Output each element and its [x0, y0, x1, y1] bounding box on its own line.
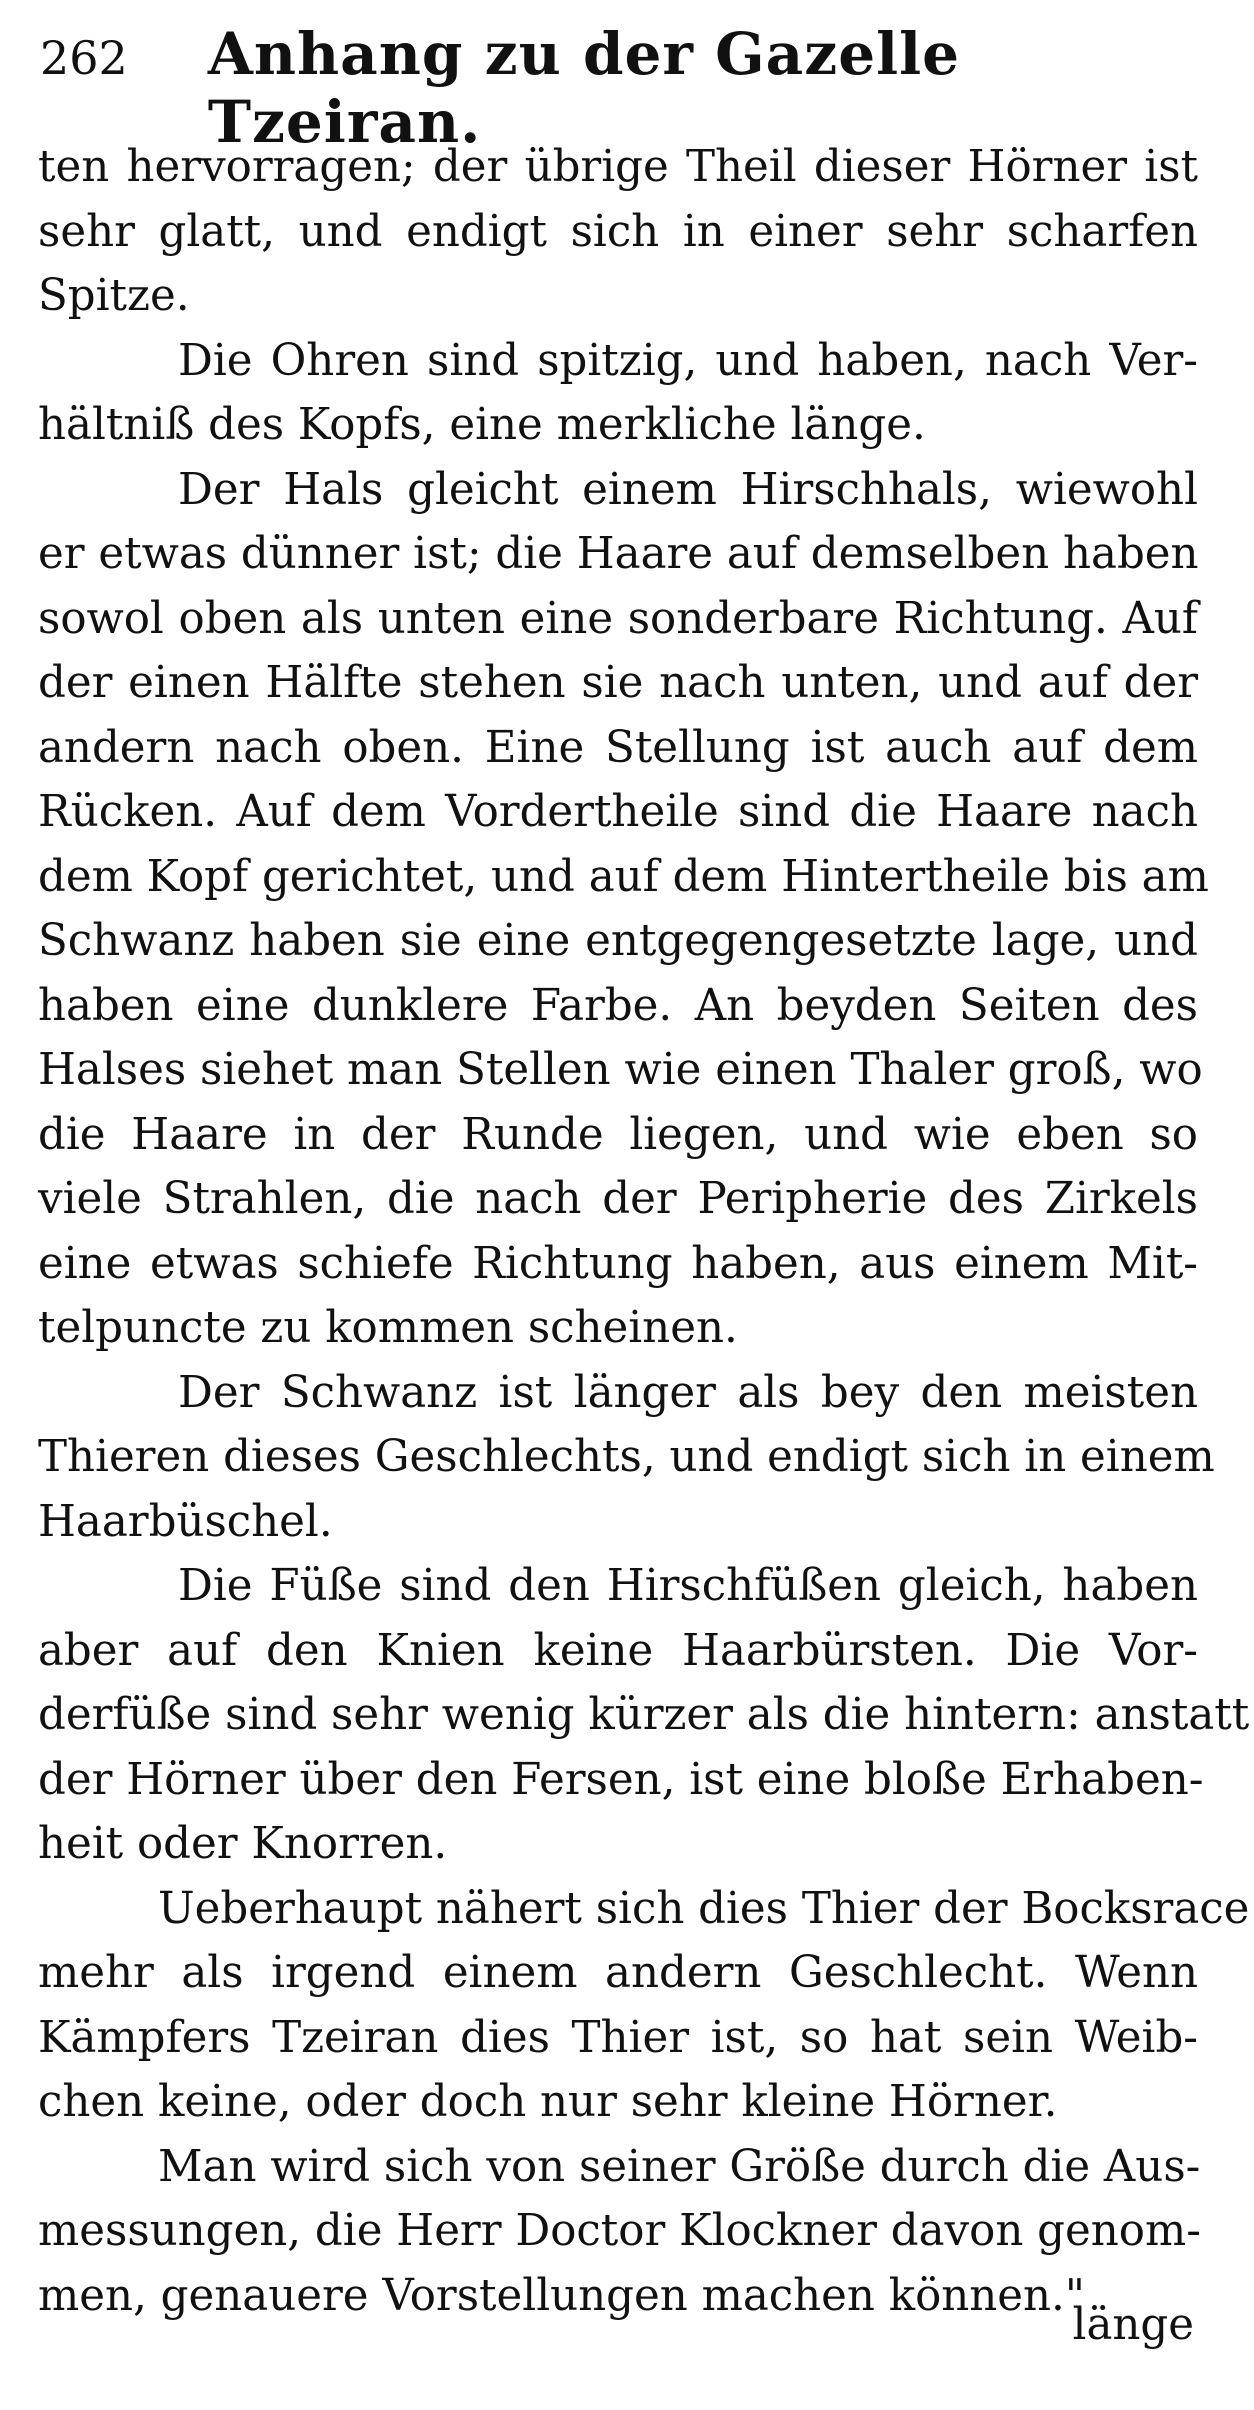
text-line: chen keine, oder doch nur sehr kleine Hörner. — [38, 2077, 1058, 2127]
page-header — [40, 20, 1194, 156]
text-line: Die Ohren sind spitzig, und haben, nach Ver- — [178, 335, 1198, 386]
body-text — [38, 135, 1250, 2328]
text-line: er etwas dünner ist; die Haare auf demselben haben — [38, 529, 1199, 579]
text-line: Man wird sich von seiner Größe durch die Aus- — [158, 2141, 1201, 2192]
page-number: 262 — [40, 31, 128, 85]
text-line: die Haare in der Runde liegen, und wie eben so — [38, 1109, 1198, 1160]
text-line: der einen Hälfte stehen sie nach unten, und auf der — [38, 658, 1198, 708]
text-line: messungen, die Herr Doctor Klockner davon genom- — [38, 2206, 1201, 2256]
text-line: sehr glatt, und endigt sich in einer sehr scharfen — [38, 206, 1198, 257]
text-line: Halses siehet man Stellen wie einen Thaler groß, wo — [38, 1045, 1203, 1095]
text-line: eine etwas schiefe Richtung haben, aus einem Mit- — [38, 1238, 1198, 1289]
text-line: andern nach oben. Eine Stellung ist auch auf dem — [38, 722, 1198, 773]
text-line: haben eine dunklere Farbe. An beyden Seiten des — [38, 980, 1198, 1031]
text-line: der Hörner über den Fersen, ist eine bloße Erhaben- — [38, 1754, 1204, 1805]
text-line: men, genauere Vorstellungen machen können." — [38, 2270, 1085, 2321]
text-line: derfüße sind sehr wenig kürzer als die hintern: anstatt — [38, 1690, 1250, 1740]
catchword: länge — [1072, 2300, 1194, 2350]
running-title: Anhang zu der Gazelle Tzeiran. — [207, 20, 961, 156]
text-line: mehr als irgend einem andern Geschlecht. Wenn — [38, 1948, 1198, 1998]
text-line: Thieren dieses Geschlechts, und endigt sich in einem — [38, 1432, 1215, 1482]
text-line: sowol oben als unten eine sonderbare Richtung. Auf — [38, 593, 1198, 644]
text-line: Der Schwanz ist länger als bey den meisten — [178, 1367, 1198, 1418]
text-line: ten hervorragen; der übrige Theil dieser Hörner ist — [38, 142, 1198, 192]
text-line: Die Füße sind den Hirschfüßen gleich, haben — [178, 1561, 1198, 1611]
text-line: Rücken. Auf dem Vordertheile sind die Haare nach — [38, 787, 1198, 837]
text-line: Der Hals gleicht einem Hirschhals, wiewohl — [178, 464, 1198, 515]
text-line: hältniß des Kopfs, eine merkliche länge. — [38, 400, 926, 450]
text-line: telpuncte zu kommen scheinen. — [38, 1303, 738, 1353]
text-line: aber auf den Knien keine Haarbürsten. Die Vor- — [38, 1625, 1198, 1676]
text-line: Kämpfers Tzeiran dies Thier ist, so hat sein Weib- — [38, 2012, 1198, 2063]
text-line: viele Strahlen, die nach der Peripherie des Zirkels — [38, 1174, 1198, 1224]
text-line: Schwanz haben sie eine entgegengesetzte lage, und — [38, 916, 1198, 966]
text-line: dem Kopf gerichtet, und auf dem Hintertheile bis am — [38, 851, 1209, 902]
text-line: heit oder Knorren. — [38, 1819, 448, 1869]
text-line: Spitze. — [38, 271, 190, 321]
text-line: Haarbüschel. — [38, 1496, 333, 1547]
text-line: Ueberhaupt nähert sich dies Thier der Bocksrace — [158, 1883, 1250, 1934]
